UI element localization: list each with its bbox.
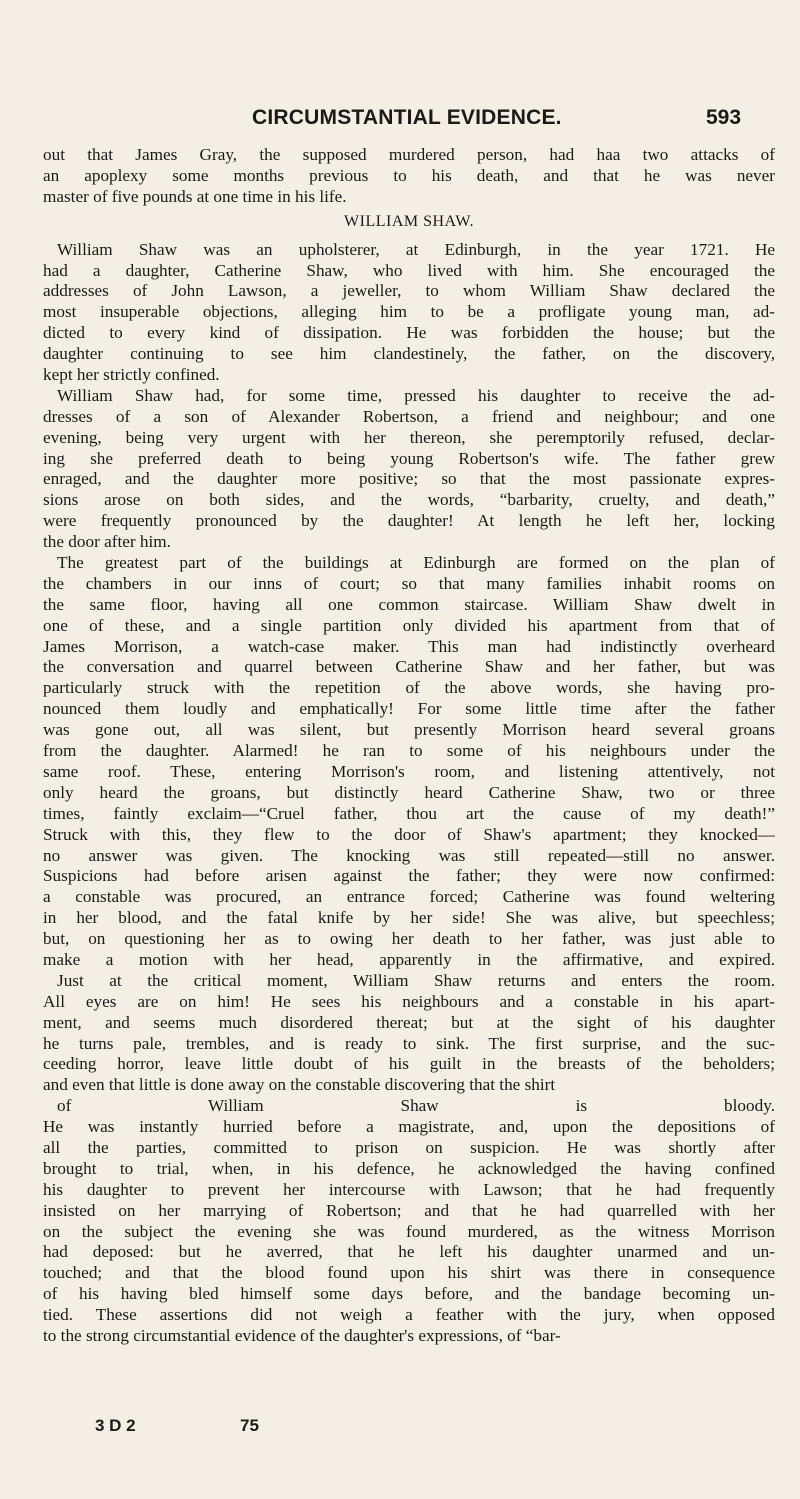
text-line: Struck with this, they flew to the door of Shaw's apartment; they knocked— (43, 824, 775, 844)
text-line: Just at the critical moment, William Shaw returns and enters the room. (57, 970, 775, 990)
text-line: William Shaw had, for some time, pressed his daughter to receive the ad- (57, 385, 775, 405)
text-line: All eyes are on him! He sees his neighbours and a constable in his apart- (43, 991, 775, 1011)
section-heading: WILLIAM SHAW. (344, 212, 474, 230)
text-line: of his having bled himself some days before, and the bandage becoming un- (43, 1284, 775, 1304)
text-line: particularly struck with the repetition of the above words, she having pro- (43, 678, 775, 698)
text-line: his daughter to prevent her intercourse with Lawson; that he had frequently (43, 1179, 775, 1199)
text-line: same roof. These, entering Morrison's room, and listening attentively, not (43, 761, 775, 781)
text-line: tied. These assertions did not weigh a feather with the jury, when opposed (43, 1305, 775, 1325)
text-line: daughter continuing to see him clandestinely, the father, on the discovery, (43, 344, 775, 364)
signature-mark: 3 D 2 (95, 1416, 136, 1435)
text-line: William Shaw was an upholsterer, at Edinburgh, in the year 1721. He (57, 239, 775, 259)
text-line: no answer was given. The knocking was still repeated—still no answer. (43, 845, 775, 865)
text-line: most insuperable objections, alleging him to be a profligate young man, ad- (43, 302, 775, 322)
text-line: only heard the groans, but distinctly heard Catherine Shaw, two or three (43, 782, 775, 802)
text-line: the same floor, having all one common staircase. William Shaw dwelt in (43, 594, 775, 614)
text-line: The greatest part of the buildings at Edinburgh are formed on the plan of (57, 553, 775, 573)
text-line: enraged, and the daughter more positive; so that the most passionate expres- (43, 469, 775, 489)
text-line: out that James Gray, the supposed murdered person, had haa two attacks of (43, 145, 775, 164)
text-line: He was instantly hurried before a magistrate, and, upon the depositions of (43, 1117, 775, 1137)
text-line: were frequently pronounced by the daughter! At length he left her, locking (43, 511, 775, 531)
text-line: a constable was procured, an entrance forced; Catherine was found weltering (43, 887, 775, 907)
text-line: on the subject the evening she was found murdered, as the witness Morrison (43, 1221, 775, 1241)
text-line: the chambers in our inns of court; so that many families inhabit rooms on (43, 573, 775, 593)
text-line: brought to trial, when, in his defence, he acknowledged the having confined (43, 1158, 775, 1178)
text-line: an apoplexy some months previous to his death, and that he was never (43, 165, 775, 185)
text-line: had a daughter, Catherine Shaw, who lived with him. She encouraged the (43, 260, 775, 280)
sheet-number: 75 (240, 1416, 259, 1435)
text-line: make a motion with her head, apparently in the affirmative, and expired. (43, 949, 775, 969)
text-line: insisted on her marrying of Robertson; and that he had quarrelled with her (43, 1200, 775, 1220)
text-line: times, faintly exclaim—“Cruel father, thou art the cause of my death!” (43, 803, 775, 823)
paragraph-lines (43, 240, 775, 1347)
text-line: all the parties, committed to prison on suspicion. He was shortly after (43, 1137, 775, 1157)
text-line: but, on questioning her as to owing her death to her father, was just able to (43, 929, 775, 949)
text-line: dicted to every kind of dissipation. He was forbidden the house; but the (43, 323, 775, 343)
running-title: CIRCUMSTANTIAL EVIDENCE. (252, 106, 562, 129)
text-line: in her blood, and the fatal knife by her side! She was alive, but speechless; (43, 908, 775, 928)
page-footer (0, 1416, 800, 1440)
text-line: dresses of a son of Alexander Robertson, a friend and neighbour; and one (43, 406, 775, 426)
text-line: the conversation and quarrel between Catherine Shaw and her father, but was (43, 657, 775, 677)
text-line: nounced them loudly and emphatically! For some little time after the father (43, 699, 775, 719)
text-line: touched; and that the blood found upon his shirt was there in consequence (43, 1263, 775, 1283)
text-line: the door after him. (43, 532, 171, 552)
text-line: Suspicions had before arisen against the father; they were now confirmed: (43, 866, 775, 886)
text-line: one of these, and a single partition only divided his apartment from that of (43, 615, 775, 635)
page-number: 593 (706, 106, 742, 129)
text-line: ment, and seems much disordered thereat; but at the sight of his daughter (43, 1012, 775, 1032)
text-line: James Morrison, a watch-case maker. This man had indistinctly overheard (43, 636, 775, 656)
text-line: of William Shaw is bloody. (57, 1096, 775, 1116)
text-line: addresses of John Lawson, a jeweller, to whom William Shaw declared the (43, 281, 775, 301)
text-line: he turns pale, trembles, and is ready to sink. The first surprise, and the suc- (43, 1033, 775, 1053)
text-line: to the strong circumstantial evidence of the daughter's expressions, of “bar- (43, 1325, 561, 1345)
body-text (43, 145, 775, 1347)
text-line: from the daughter. Alarmed! he ran to some of his neighbours under the (43, 741, 775, 761)
text-line: ing she preferred death to being young Robertson's wife. The father grew (43, 448, 775, 468)
text-line: was gone out, all was silent, but presently Morrison heard several groans (43, 720, 775, 740)
text-line: and even that little is done away on the constable discovering that the shirt (43, 1075, 556, 1095)
text-line: had deposed: but he averred, that he left his daughter unarmed and un- (43, 1242, 775, 1262)
text-line: kept her strictly confined. (43, 365, 220, 385)
text-line: ceeding horror, leave little doubt of his guilt in the breasts of the beholders; (43, 1054, 775, 1074)
text-line: evening, being very urgent with her thereon, she peremptorily refused, declar- (43, 427, 775, 447)
text-line: sions arose on both sides, and the words, “barbarity, cruelty, and death,” (43, 490, 775, 510)
text-line: master of five pounds at one time in his life. (43, 186, 347, 206)
running-head (0, 106, 800, 136)
